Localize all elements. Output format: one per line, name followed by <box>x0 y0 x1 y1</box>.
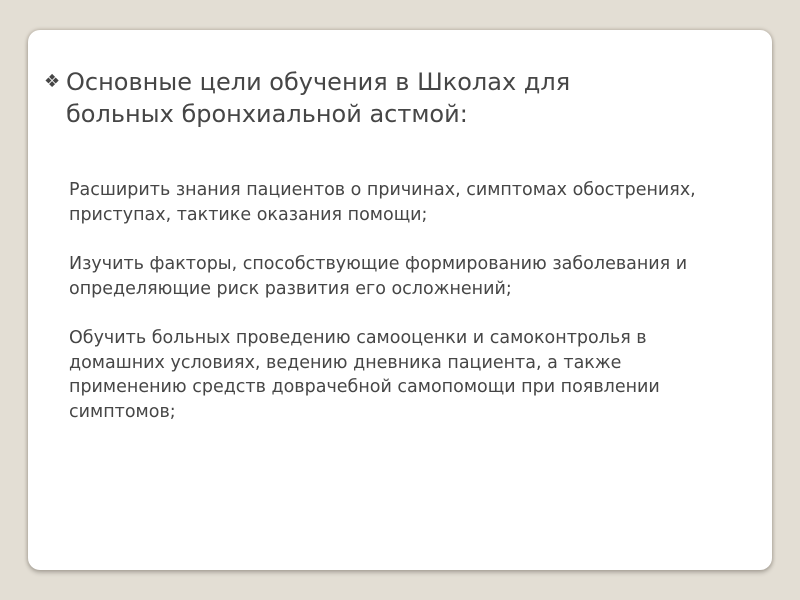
goal-text: Изучить факторы, способствующие формированию заболевания и определяющие риск развития его осложнений; <box>69 254 688 299</box>
slide-title <box>44 66 664 130</box>
goal-text: Обучить больных проведению самооценки и самоконтролья в домашних условиях, ведению дневника пациента, а также применению средств доврачебной самопомощи при появлении симптомов; <box>69 328 660 422</box>
bullet-icon <box>58 326 69 424</box>
slide-title-text: Основные цели обучения в Школах для больных бронхиальной астмой: <box>66 68 571 128</box>
bullet-icon <box>58 178 69 227</box>
bullet-icon <box>58 252 69 301</box>
list-item <box>58 178 738 227</box>
diamond-bullet-icon: ❖ <box>44 71 61 92</box>
goal-text: Расширить знания пациентов о причинах, симптомах обострениях, приступах, тактике оказания помощи; <box>69 180 696 225</box>
goals-list <box>58 178 738 449</box>
list-item <box>58 252 738 301</box>
list-item <box>58 326 738 424</box>
